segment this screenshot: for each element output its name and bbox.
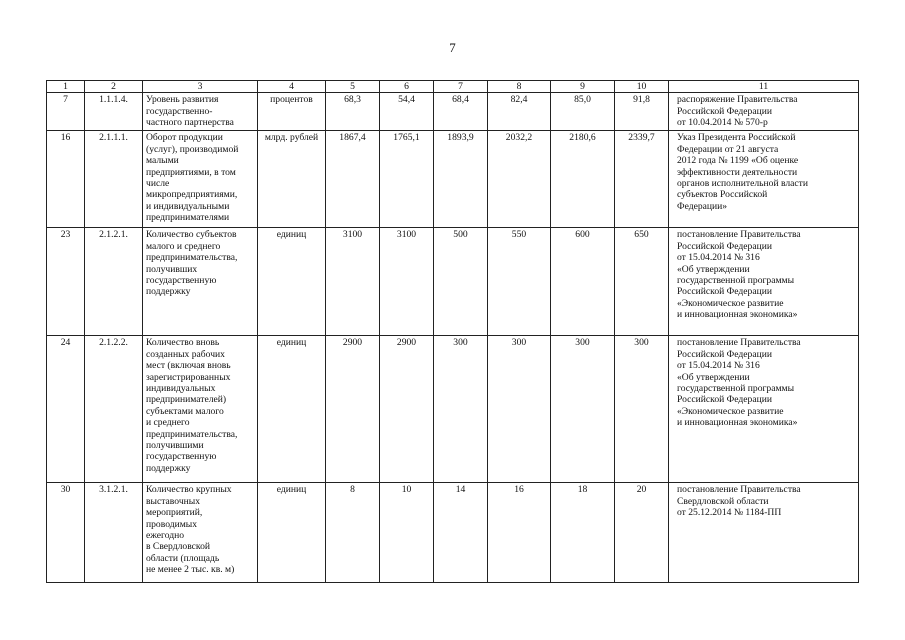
indicator-name: Количество вновь созданных рабочих мест (включая вновь зарегистрированных индивидуальных предпринимателей) субъектами малого и среднего предпринимательства, получившими государственную поддержку xyxy=(143,336,258,483)
value-col10: 650 xyxy=(615,228,669,336)
table-row xyxy=(47,483,859,583)
value-col8: 2032,2 xyxy=(488,131,551,228)
source-document: распоряжение Правительства Российской Федерации от 10.04.2014 № 570-р xyxy=(669,93,859,131)
value-col5: 8 xyxy=(326,483,380,583)
row-number: 23 xyxy=(47,228,85,336)
table-row xyxy=(47,93,859,131)
source-document: Указ Президента Российской Федерации от 21 августа 2012 года № 1199 «Об оценке эффективности деятельности органов исполнительной власти субъектов Российской Федерации» xyxy=(669,131,859,228)
header-cell: 10 xyxy=(615,81,669,93)
value-col8: 82,4 xyxy=(488,93,551,131)
value-col7: 500 xyxy=(434,228,488,336)
row-code: 2.1.2.1. xyxy=(85,228,143,336)
row-number: 24 xyxy=(47,336,85,483)
table-row xyxy=(47,131,859,228)
value-col9: 18 xyxy=(551,483,615,583)
indicator-name: Количество крупных выставочных мероприятий, проводимых ежегодно в Свердловской области (площадь не менее 2 тыс. кв. м) xyxy=(143,483,258,583)
value-col7: 300 xyxy=(434,336,488,483)
value-col9: 85,0 xyxy=(551,93,615,131)
header-cell: 11 xyxy=(669,81,859,93)
header-cell: 3 xyxy=(143,81,258,93)
unit: млрд. рублей xyxy=(258,131,326,228)
row-number: 16 xyxy=(47,131,85,228)
value-col6: 10 xyxy=(380,483,434,583)
value-col7: 68,4 xyxy=(434,93,488,131)
header-cell: 7 xyxy=(434,81,488,93)
table-row xyxy=(47,228,859,336)
header-cell: 1 xyxy=(47,81,85,93)
value-col5: 3100 xyxy=(326,228,380,336)
indicator-name: Оборот продукции (услуг), производимой малыми предприятиями, в том числе микропредприятиями, и индивидуальными предпринимателями xyxy=(143,131,258,228)
value-col7: 1893,9 xyxy=(434,131,488,228)
value-col8: 16 xyxy=(488,483,551,583)
header-cell: 6 xyxy=(380,81,434,93)
row-code: 1.1.1.4. xyxy=(85,93,143,131)
value-col5: 68,3 xyxy=(326,93,380,131)
value-col8: 300 xyxy=(488,336,551,483)
source-document: постановление Правительства Российской Федерации от 15.04.2014 № 316 «Об утверждении государственной программы Российской Федерации «Экономическое развитие и инновационная экономика» xyxy=(669,228,859,336)
value-col5: 1867,4 xyxy=(326,131,380,228)
indicator-name: Уровень развития государственно- частного партнерства xyxy=(143,93,258,131)
value-col6: 3100 xyxy=(380,228,434,336)
value-col5: 2900 xyxy=(326,336,380,483)
value-col7: 14 xyxy=(434,483,488,583)
row-number: 30 xyxy=(47,483,85,583)
value-col10: 300 xyxy=(615,336,669,483)
header-cell: 4 xyxy=(258,81,326,93)
value-col8: 550 xyxy=(488,228,551,336)
value-col10: 91,8 xyxy=(615,93,669,131)
unit: единиц xyxy=(258,336,326,483)
value-col6: 2900 xyxy=(380,336,434,483)
page-number: 7 xyxy=(449,40,456,55)
indicator-name: Количество субъектов малого и среднего предпринимательства, получивших государственную поддержку xyxy=(143,228,258,336)
table-header-row xyxy=(47,81,859,93)
unit: единиц xyxy=(258,228,326,336)
value-col6: 54,4 xyxy=(380,93,434,131)
row-code: 2.1.2.2. xyxy=(85,336,143,483)
source-document: постановление Правительства Российской Федерации от 15.04.2014 № 316 «Об утверждении государственной программы Российской Федерации «Экономическое развитие и инновационная экономика» xyxy=(669,336,859,483)
header-cell: 8 xyxy=(488,81,551,93)
value-col9: 300 xyxy=(551,336,615,483)
header-cell: 5 xyxy=(326,81,380,93)
indicators-table xyxy=(46,80,859,583)
source-document: постановление Правительства Свердловской области от 25.12.2014 № 1184-ПП xyxy=(669,483,859,583)
value-col9: 2180,6 xyxy=(551,131,615,228)
value-col10: 20 xyxy=(615,483,669,583)
row-number: 7 xyxy=(47,93,85,131)
row-code: 2.1.1.1. xyxy=(85,131,143,228)
table-row xyxy=(47,336,859,483)
header-cell: 2 xyxy=(85,81,143,93)
value-col9: 600 xyxy=(551,228,615,336)
row-code: 3.1.2.1. xyxy=(85,483,143,583)
unit: единиц xyxy=(258,483,326,583)
unit: процентов xyxy=(258,93,326,131)
value-col10: 2339,7 xyxy=(615,131,669,228)
header-cell: 9 xyxy=(551,81,615,93)
value-col6: 1765,1 xyxy=(380,131,434,228)
